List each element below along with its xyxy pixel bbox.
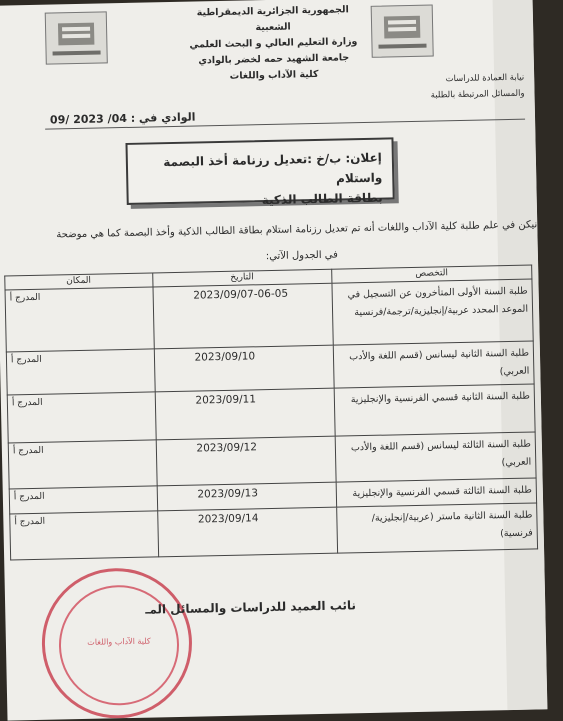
cell-specialty: طلبة السنة الثانية ليسانس (قسم اللغة والأدب العربي) [333,341,534,388]
official-stamp [40,567,193,720]
republic-name: الجمهورية الجزائرية الديمقراطية الشعبية [196,4,349,34]
header-specialty: التخصص [331,265,531,283]
cell-place: المدرج أ [7,392,156,443]
cell-date: 2023/09/12 [156,436,336,486]
cell-date: 2023/09/13 [157,482,337,511]
table-row [10,503,538,560]
announcement-title-line-2: بطاقة الطالب الذكية [261,190,383,208]
department-line-2: والمسائل المرتبطة بالطلبة [430,88,525,101]
cell-date: 2023/09/11 [155,388,335,440]
university-logo-left [45,11,108,64]
cell-place: المدرج أ [5,287,154,352]
cell-place: المدرج أ [9,486,157,514]
intro-text: نيكن في علم طلبة كلية الآداب واللغات أنه تم تعديل رزنامة استلام بطاقة الطالب الذكية وأخذ البصمة كما هي موضحة [56,219,538,241]
department-line-1: نيابة العمادة للدراسات [445,72,525,85]
cell-specialty: طلبة السنة الثانية ماستر (عربية/إنجليزية/فرنسية) [336,503,537,553]
stamp-text: كلية الآداب واللغات [87,636,151,647]
table-row [5,279,533,352]
cell-place: المدرج أ [10,511,159,560]
ministry-name: وزارة التعليم العالي و البحث العلمي [189,36,358,51]
university-name: جامعة الشهيد حمه لخضر بالوادي [198,52,350,67]
announcement-title-box [125,137,394,208]
document-date: الوادي في : 04/ 2023 /09 [49,110,196,127]
university-logo-right [371,5,434,58]
header-place: المكان [5,273,153,290]
cell-date: 2023/09/10 [154,345,334,392]
department-block [364,70,525,105]
cell-specialty: طلبة السنة الثانية قسمي الفرنسية والإنجليزية [334,384,535,436]
cell-date: 2023/09/07-06-05 [153,283,333,349]
cell-place: المدرج أ [8,440,157,489]
announcement-title-line-1: إعلان: ب/خ :تعديل رزنامة أخذ البصمة واستلام [163,150,383,186]
header-date: التاريخ [152,269,331,287]
cell-specialty: طلبة السنة الثالثة ليسانس (قسم اللغة والأدب العربي) [335,432,536,482]
signature-title: نائب العميد للدراسات والمسائل المـ [145,598,357,617]
intro-text-2: في الجدول الآتي: [265,249,338,263]
letterhead [183,2,365,86]
schedule-table [4,264,538,560]
cell-specialty: طلبة السنة الثالثة قسمي الفرنسية والإنجليزية [336,478,537,507]
cell-date: 2023/09/14 [157,507,337,557]
cell-specialty: طلبة السنة الأولى المتأخرون عن التسجيل في الموعد المحدد عربية/إنجليزية/ترجمة/فرنسية [332,279,534,345]
cell-place: المدرج أ [6,349,154,395]
faculty-name: كلية الآداب واللغات [229,68,319,82]
